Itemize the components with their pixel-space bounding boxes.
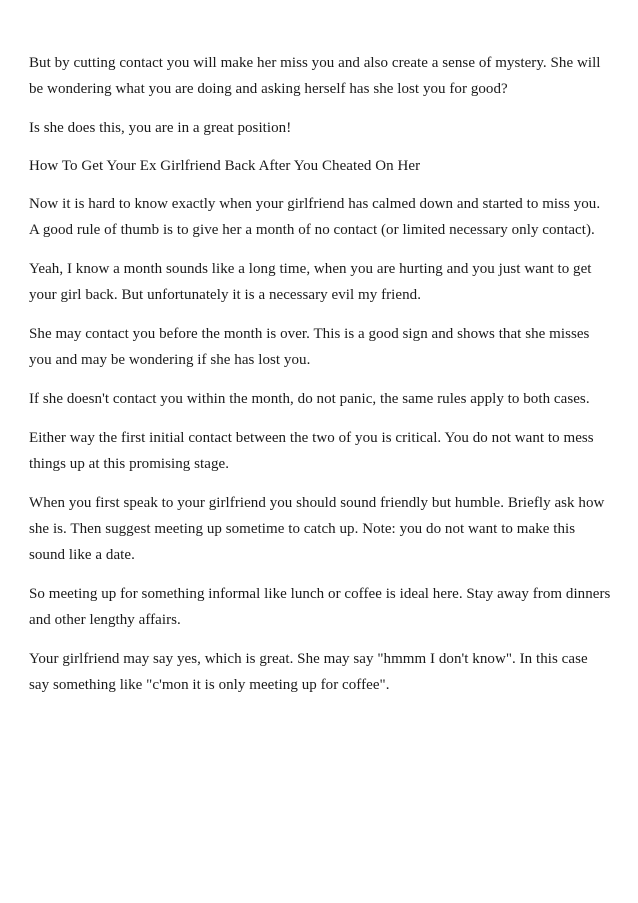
paragraph-informal-meeting: So meeting up for something informal like lunch or coffee is ideal here. Stay away from dinners and other lengthy affairs. [29,586,611,628]
paragraph-she-may-say-yes: Your girlfriend may say yes, which is great. She may say "hmmm I don't know". In this case say something like "c'mon it is only meeting up for coffee". [29,651,588,693]
document-body [29,50,611,711]
paragraph-great-position: Is she does this, you are in a great position! [29,120,292,136]
paragraph-sound-friendly: When you first speak to your girlfriend you should sound friendly but humble. Briefly ask how she is. Then suggest meeting up sometime to catch up. Note: you do not want to make this sound like a date. [29,495,605,563]
section-heading: How To Get Your Ex Girlfriend Back After You Cheated On Her [29,158,421,174]
paragraph-do-not-panic: If she doesn't contact you within the month, do not panic, the same rules apply to both cases. [29,391,590,407]
paragraph-first-contact-critical: Either way the first initial contact between the two of you is critical. You do not want to mess things up at this promising stage. [29,430,594,472]
paragraph-she-may-contact: She may contact you before the month is over. This is a good sign and shows that she misses you and may be wondering if she has lost you. [29,326,590,368]
paragraph-rule-of-thumb: Now it is hard to know exactly when your girlfriend has calmed down and started to miss you. A good rule of thumb is to give her a month of no contact (or limited necessary only contact). [29,196,601,238]
paragraph-month-long-time: Yeah, I know a month sounds like a long time, when you are hurting and you just want to get your girl back. But unfortunately it is a necessary evil my friend. [29,261,592,303]
paragraph-cutting-contact: But by cutting contact you will make her miss you and also create a sense of mystery. She will be wondering what you are doing and asking herself has she lost you for good? [29,55,601,97]
